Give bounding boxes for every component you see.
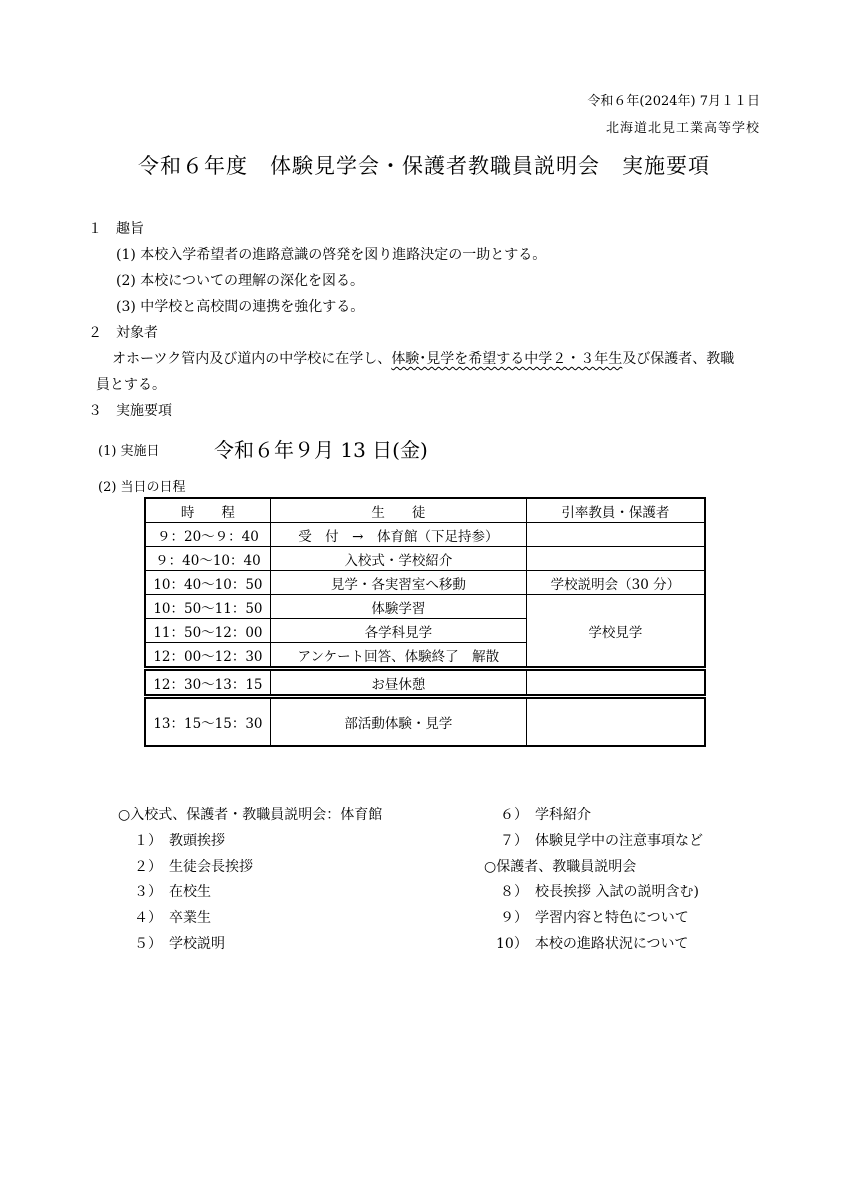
school-name: 北海道北見工業高等学校 <box>605 121 760 136</box>
student-cell: 体験学習 <box>270 595 526 619</box>
staff-cell: 学校見学 <box>526 595 705 669</box>
student-cell: アンケート回答、体験終了 解散 <box>270 643 526 669</box>
staff-cell: 学校説明会（30 分） <box>526 571 705 595</box>
table-row <box>145 523 705 547</box>
section-2-heading: ２ 対象者 <box>88 325 158 341</box>
program-item: ４） 卒業生 <box>134 910 211 926</box>
table-header-row <box>145 498 705 523</box>
program-item: ５） 学校説明 <box>134 936 225 952</box>
program-item: ６） 学科紹介 <box>500 807 591 823</box>
student-cell: 見学・各実習室へ移動 <box>270 571 526 595</box>
student-cell: 入校式・学校紹介 <box>270 547 526 571</box>
table-row <box>145 595 705 619</box>
student-cell: お昼休憩 <box>270 669 526 697</box>
program-item: ９） 学習内容と特色について <box>500 910 689 926</box>
program-item: １） 教頭挨拶 <box>134 833 225 849</box>
staff-cell <box>526 547 705 571</box>
time-cell: ９：40〜10：40 <box>145 547 270 571</box>
time-cell: 10：40〜10：50 <box>145 571 270 595</box>
time-cell: 12：00〜12：30 <box>145 643 270 669</box>
table-row <box>145 571 705 595</box>
column-header-students: 生 徒 <box>270 498 526 523</box>
column-header-time: 時 程 <box>145 498 270 523</box>
target-text-underlined: 体験･見学を希望する中学２・３年生 <box>391 351 623 367</box>
section-1-item: (1) 本校入学希望者の進路意識の啓発を図り進路決定の一助とする。 <box>116 247 547 263</box>
section-2-text-line-1 <box>112 348 734 368</box>
table-row <box>145 697 705 747</box>
program-right-heading: ○保護者、教職員説明会 <box>484 859 637 875</box>
student-cell: 各学科見学 <box>270 619 526 643</box>
program-item: ２） 生徒会長挨拶 <box>134 859 253 875</box>
section-1-item: (3) 中学校と高校間の連携を強化する。 <box>116 299 365 315</box>
time-cell: 13：15〜15：30 <box>145 697 270 747</box>
schedule-table <box>144 497 706 747</box>
program-item: ３） 在校生 <box>134 884 211 900</box>
student-cell: 部活動体験・見学 <box>270 697 526 747</box>
schedule-label: (2) 当日の日程 <box>98 480 186 495</box>
program-item: ７） 体験見学中の注意事項など <box>500 833 703 849</box>
issue-date: 令和６年(2024年) 7月１１日 <box>587 94 760 109</box>
table-row <box>145 669 705 697</box>
target-text-post: 及び保護者、教職 <box>622 351 735 367</box>
section-2-text-line-2: 員とする。 <box>96 377 166 393</box>
time-cell: ９：20〜９：40 <box>145 523 270 547</box>
time-cell: 10：50〜11：50 <box>145 595 270 619</box>
section-1-heading: １ 趣旨 <box>88 221 144 237</box>
table-row <box>145 547 705 571</box>
event-date-value: 令和６年９月 13 日(金) <box>214 438 428 462</box>
program-item: 10） 本校の進路状況について <box>496 936 689 952</box>
document-title: 令和６年度 体験見学会・保護者教職員説明会 実施要項 <box>138 154 710 178</box>
section-1-item: (2) 本校についての理解の深化を図る。 <box>116 273 365 289</box>
target-text-pre: オホーツク管内及び道内の中学校に在学し、 <box>112 351 392 367</box>
section-3-heading: ３ 実施要項 <box>88 403 172 419</box>
time-cell: 11：50〜12：00 <box>145 619 270 643</box>
staff-cell <box>526 697 705 747</box>
student-cell: 受 付 → 体育館（下足持参） <box>270 523 526 547</box>
program-item: ８） 校長挨拶 入試の説明含む) <box>500 884 699 900</box>
program-left-heading: ○入校式、保護者・教職員説明会：体育館 <box>118 807 383 823</box>
column-header-staff: 引率教員・保護者 <box>526 498 705 523</box>
staff-cell <box>526 669 705 697</box>
event-date-label: (1) 実施日 <box>98 444 160 459</box>
staff-cell <box>526 523 705 547</box>
time-cell: 12：30〜13：15 <box>145 669 270 697</box>
